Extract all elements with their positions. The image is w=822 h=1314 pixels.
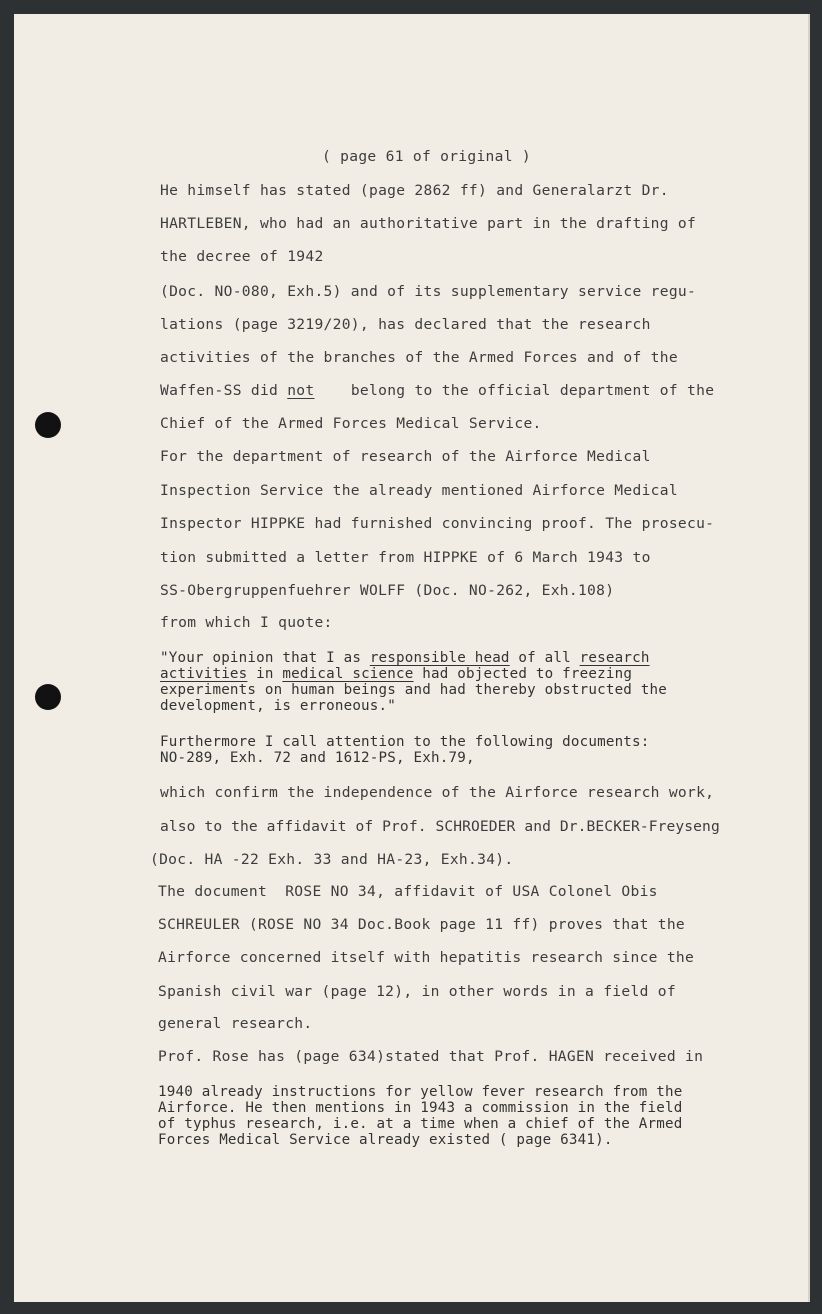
text-line: (Doc. NO-080, Exh.5) and of its supplementary service regu- (160, 283, 697, 300)
text-line: also to the affidavit of Prof. SCHROEDER and Dr.BECKER-Freyseng (160, 818, 720, 835)
text-line: Spanish civil war (page 12), in other words in a field of (158, 983, 676, 1000)
underlined-phrase: research (579, 650, 650, 666)
text-segment: Waffen-SS did (160, 382, 279, 399)
text-line: of typhus research, i.e. at a time when a chief of the Armed (158, 1116, 683, 1132)
quote-line: development, is erroneous." (160, 698, 397, 714)
text-line: from which I quote: (160, 614, 333, 631)
text-line: Furthermore I call attention to the following documents: (160, 734, 650, 750)
text-line: Prof. Rose has (page 634)stated that Prof. HAGEN received in (158, 1048, 704, 1065)
text-line: the decree of 1942 (160, 248, 324, 265)
text-line: The document ROSE NO 34, affidavit of USA Colonel Obis (158, 883, 658, 900)
text-line: tion submitted a letter from HIPPKE of 6 March 1943 to (160, 549, 651, 566)
text-segment: belong to the official department of the (350, 382, 715, 399)
page-header: ( page 61 of original ) (322, 148, 531, 165)
text-line: activities of the branches of the Armed Forces and of the (160, 349, 678, 366)
text-line: For the department of research of the Airforce Medical (160, 448, 651, 465)
underlined-phrase: activities (160, 666, 248, 682)
text-line: Airforce concerned itself with hepatitis research since the (158, 949, 695, 966)
text-line: SS-Obergruppenfuehrer WOLFF (Doc. NO-262, Exh.108) (160, 582, 615, 599)
text-line: general research. (158, 1015, 313, 1032)
text-line: which confirm the independence of the Airforce research work, (160, 784, 715, 801)
text-line: Airforce. He then mentions in 1943 a commission in the field (158, 1100, 683, 1116)
underlined-phrase: medical science (282, 666, 414, 682)
text-line: SCHREULER (ROSE NO 34 Doc.Book page 11 ff) proves that the (158, 916, 685, 933)
text-line: Chief of the Armed Forces Medical Service. (160, 415, 542, 432)
quote-line: activities in medical science had objected to freezing (160, 666, 633, 682)
text-line: 1940 already instructions for yellow fever research from the (158, 1084, 683, 1100)
text-line: Inspector HIPPKE had furnished convincing proof. The prosecu- (160, 515, 715, 532)
text-line: He himself has stated (page 2862 ff) and Generalarzt Dr. (160, 182, 669, 199)
text-line: (Doc. HA -22 Exh. 33 and HA-23, Exh.34). (150, 851, 514, 868)
quote-line: "Your opinion that I as responsible head of all research (160, 650, 650, 666)
text-line: lations (page 3219/20), has declared that the research (160, 316, 651, 333)
punch-hole-top (35, 412, 61, 438)
underlined-word: not (287, 382, 315, 399)
text-line (160, 382, 714, 399)
text-line: Inspection Service the already mentioned Airforce Medical (160, 482, 678, 499)
document-page (14, 14, 810, 1302)
underlined-phrase: responsible head (369, 650, 510, 666)
punch-hole-bottom (35, 684, 61, 710)
text-line: Forces Medical Service already existed ( page 6341). (158, 1132, 613, 1148)
text-line: HARTLEBEN, who had an authoritative part in the drafting of (160, 215, 697, 232)
quote-line: experiments on human beings and had thereby obstructed the (160, 682, 668, 698)
text-line: NO-289, Exh. 72 and 1612-PS, Exh.79, (160, 750, 475, 766)
